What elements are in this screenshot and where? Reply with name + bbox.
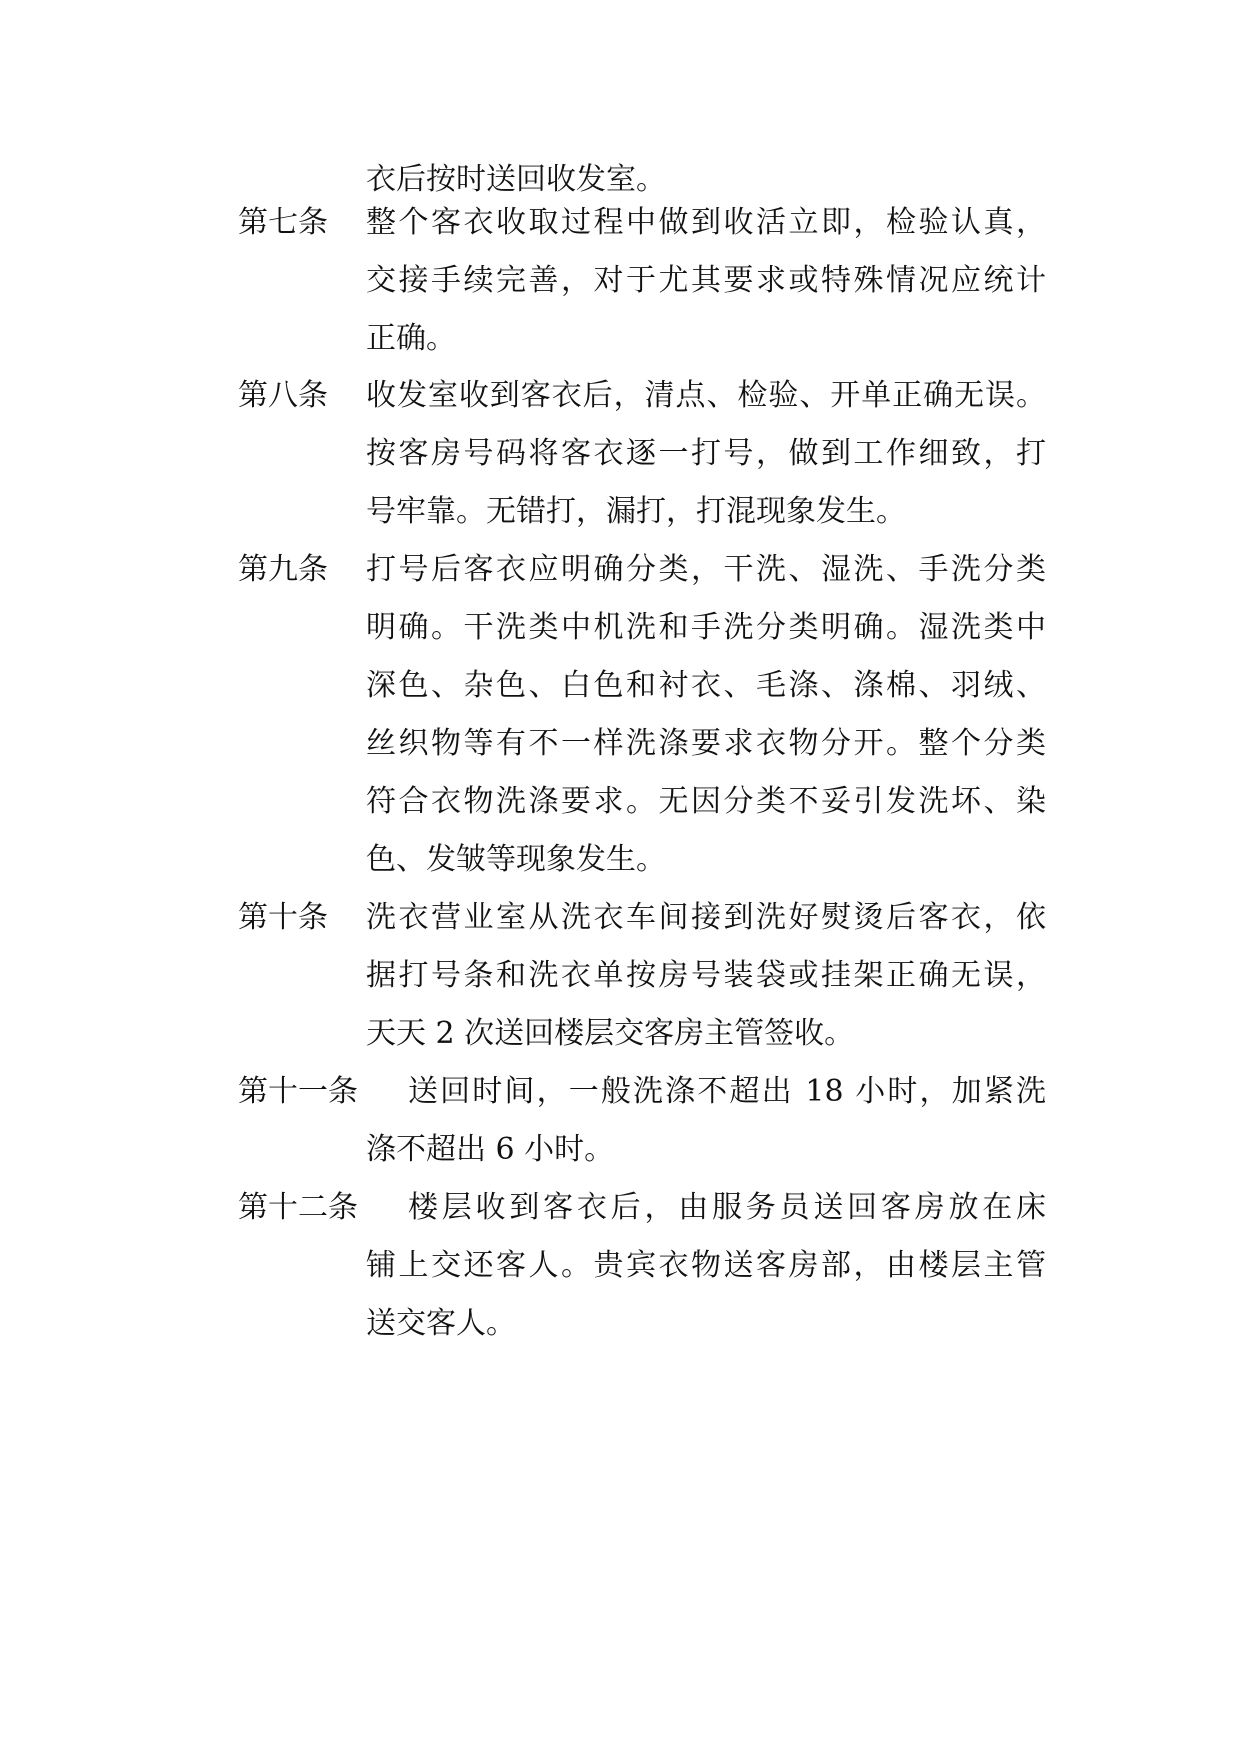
- article-12-line-2: 铺上交还客人。贵宾衣物送客房部，由楼层主管: [366, 1248, 1046, 1283]
- article-8-line-3: 号牢靠。无错打，漏打，打混现象发生。: [366, 494, 906, 529]
- article-9-line-5: 符合衣物洗涤要求。无因分类不妥引发洗坏、染: [366, 784, 1046, 819]
- article-10-line-3: 天天 2 次送回楼层交客房主管签收。: [366, 1016, 855, 1051]
- article-10-line-1: 洗衣营业室从洗衣车间接到洗好熨烫后客衣，依: [366, 900, 1046, 935]
- continuation-line: 衣后按时送回收发室。: [366, 162, 666, 197]
- article-7-label: 第七条: [238, 205, 328, 240]
- article-11-line-1: 送回时间，一般洗涤不超出 18 小时，加紧洗: [408, 1074, 1046, 1109]
- article-9-line-2: 明确。干洗类中机洗和手洗分类明确。湿洗类中: [366, 610, 1046, 645]
- article-11-line-2: 涤不超出 6 小时。: [366, 1132, 615, 1167]
- article-9-label: 第九条: [238, 552, 328, 587]
- article-12-label: 第十二条: [238, 1190, 358, 1225]
- article-11-label: 第十一条: [238, 1074, 358, 1109]
- article-12-line-3: 送交客人。: [366, 1306, 516, 1341]
- article-9-line-4: 丝织物等有不一样洗涤要求衣物分开。整个分类: [366, 726, 1046, 761]
- article-7-line-3: 正确。: [366, 321, 456, 356]
- article-7-line-1: 整个客衣收取过程中做到收活立即，检验认真，: [366, 205, 1046, 240]
- article-8-line-2: 按客房号码将客衣逐一打号，做到工作细致，打: [366, 436, 1046, 471]
- article-8-line-1: 收发室收到客衣后，清点、检验、开单正确无误。: [366, 378, 1046, 413]
- article-8-label: 第八条: [238, 378, 328, 413]
- article-10-line-2: 据打号条和洗衣单按房号装袋或挂架正确无误，: [366, 958, 1046, 993]
- article-9-line-6: 色、发皱等现象发生。: [366, 842, 666, 877]
- article-9-line-3: 深色、杂色、白色和衬衣、毛涤、涤棉、羽绒、: [366, 668, 1046, 703]
- article-7-line-2: 交接手续完善，对于尤其要求或特殊情况应统计: [366, 263, 1046, 298]
- article-10-label: 第十条: [238, 900, 328, 935]
- article-9-line-1: 打号后客衣应明确分类，干洗、湿洗、手洗分类: [366, 552, 1046, 587]
- article-12-line-1: 楼层收到客衣后，由服务员送回客房放在床: [408, 1190, 1046, 1225]
